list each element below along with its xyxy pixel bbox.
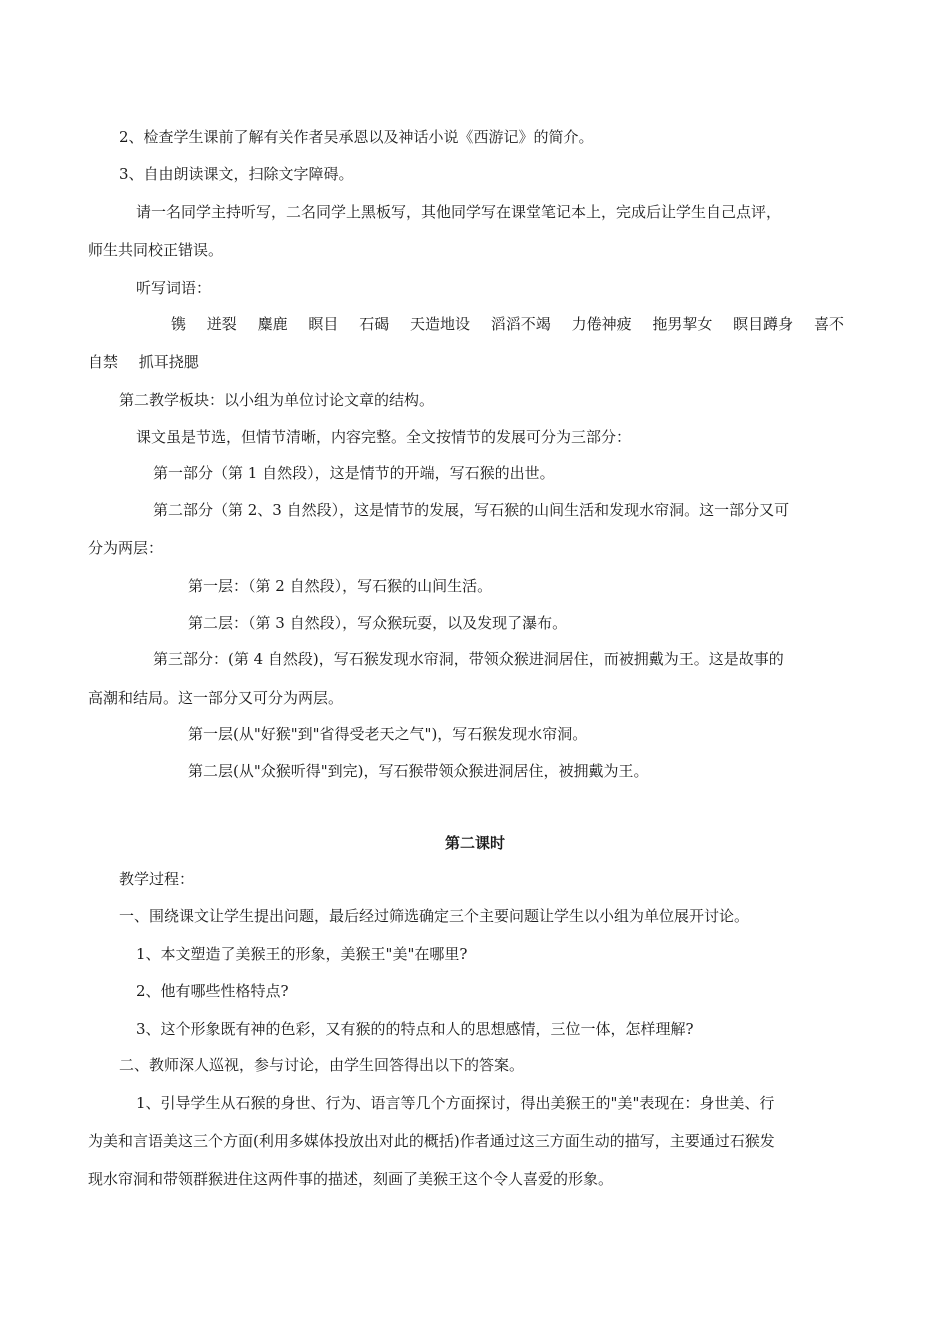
word: 滔滔不竭 (490, 315, 551, 333)
part2-line1: 第二部分（第 2、3 自然段），这是情节的发展，写石猴的山间生活和发现水帘洞。这一部分又可 (153, 501, 790, 519)
part3-line1: 第三部分：(第 4 自然段)，写石猴发现水帘洞，带领众猴进洞居住，而被拥戴为王。这是故事的 (153, 650, 784, 668)
part3-layer1: 第一层(从"好猴"到"省得受老天之气")，写石猴发现水帘洞。 (188, 725, 588, 743)
word: 喜不 (813, 315, 844, 333)
dictation-instruction-line2: 师生共同校正错误。 (88, 241, 224, 259)
word: 天造地设 (409, 315, 470, 333)
word: 力倦神疲 (571, 315, 632, 333)
dictation-words-line1 (171, 314, 844, 334)
word: 镌 (171, 315, 187, 333)
question-1: 1、本文塑造了美猴王的形象，美猴王"美"在哪里? (136, 945, 468, 963)
dictation-instruction-line1: 请一名同学主持听写，二名同学上黑板写，其他同学写在课堂笔记本上，完成后让学生自己点评， (136, 203, 782, 221)
word: 瞑目蹲身 (733, 315, 794, 333)
word: 抓耳挠腮 (138, 353, 199, 371)
question-3: 3、这个形象既有神的色彩，又有猴的的特点和人的思想感情，三位一体，怎样理解? (136, 1020, 694, 1038)
question-2: 2、他有哪些性格特点? (136, 982, 289, 1000)
step1: 一、围绕课文让学生提出问题，最后经过筛选确定三个主要问题让学生以小组为单位展开讨论。 (119, 907, 750, 925)
process-label: 教学过程： (119, 870, 195, 888)
word: 自禁 (88, 353, 119, 371)
item-2: 2、检查学生课前了解有关作者吴承恩以及神话小说《西游记》的简介。 (119, 128, 594, 146)
answer1-line2: 为美和言语美这三个方面(利用多媒体投放出对此的概括)作者通过这三方面生动的描写，主要通过石猴发 (88, 1132, 775, 1150)
structure-intro: 课文虽是节选，但情节清晰，内容完整。全文按情节的发展可分为三部分： (136, 428, 632, 446)
block2-heading: 第二教学板块：以小组为单位讨论文章的结构。 (119, 391, 435, 409)
part3-line2: 高潮和结局。这一部分又可分为两层。 (88, 689, 344, 707)
word: 麋鹿 (257, 315, 288, 333)
part3-layer2: 第二层(从"众猴听得"到完)，写石猴带领众猴进洞居住，被拥戴为王。 (188, 762, 649, 780)
word: 拖男挈女 (652, 315, 713, 333)
word: 石碣 (359, 315, 390, 333)
dictation-label: 听写词语： (136, 279, 212, 297)
part2-layer2: 第二层：（第 3 自然段），写众猴玩耍，以及发现了瀑布。 (188, 614, 568, 632)
step2: 二、教师深人巡视，参与讨论，由学生回答得出以下的答案。 (119, 1056, 525, 1074)
word: 迸裂 (206, 315, 237, 333)
part2-layer1: 第一层：（第 2 自然段），写石猴的山间生活。 (188, 577, 493, 595)
answer1-line3: 现水帘洞和带领群猴进住这两件事的描述，刻画了美猴王这个令人喜爱的形象。 (88, 1170, 614, 1188)
answer1-line1: 1、引导学生从石猴的身世、行为、语言等几个方面探讨，得出美猴王的"美"表现在：身世美、行 (136, 1094, 775, 1112)
dictation-words-line2 (88, 352, 215, 372)
part1: 第一部分（第 1 自然段），这是情节的开端，写石猴的出世。 (153, 464, 555, 482)
lesson2-title: 第二课时 (444, 834, 505, 852)
item-3: 3、自由朗读课文，扫除文字障碍。 (119, 165, 354, 183)
part2-line2: 分为两层： (88, 539, 164, 557)
word: 瞑目 (308, 315, 339, 333)
